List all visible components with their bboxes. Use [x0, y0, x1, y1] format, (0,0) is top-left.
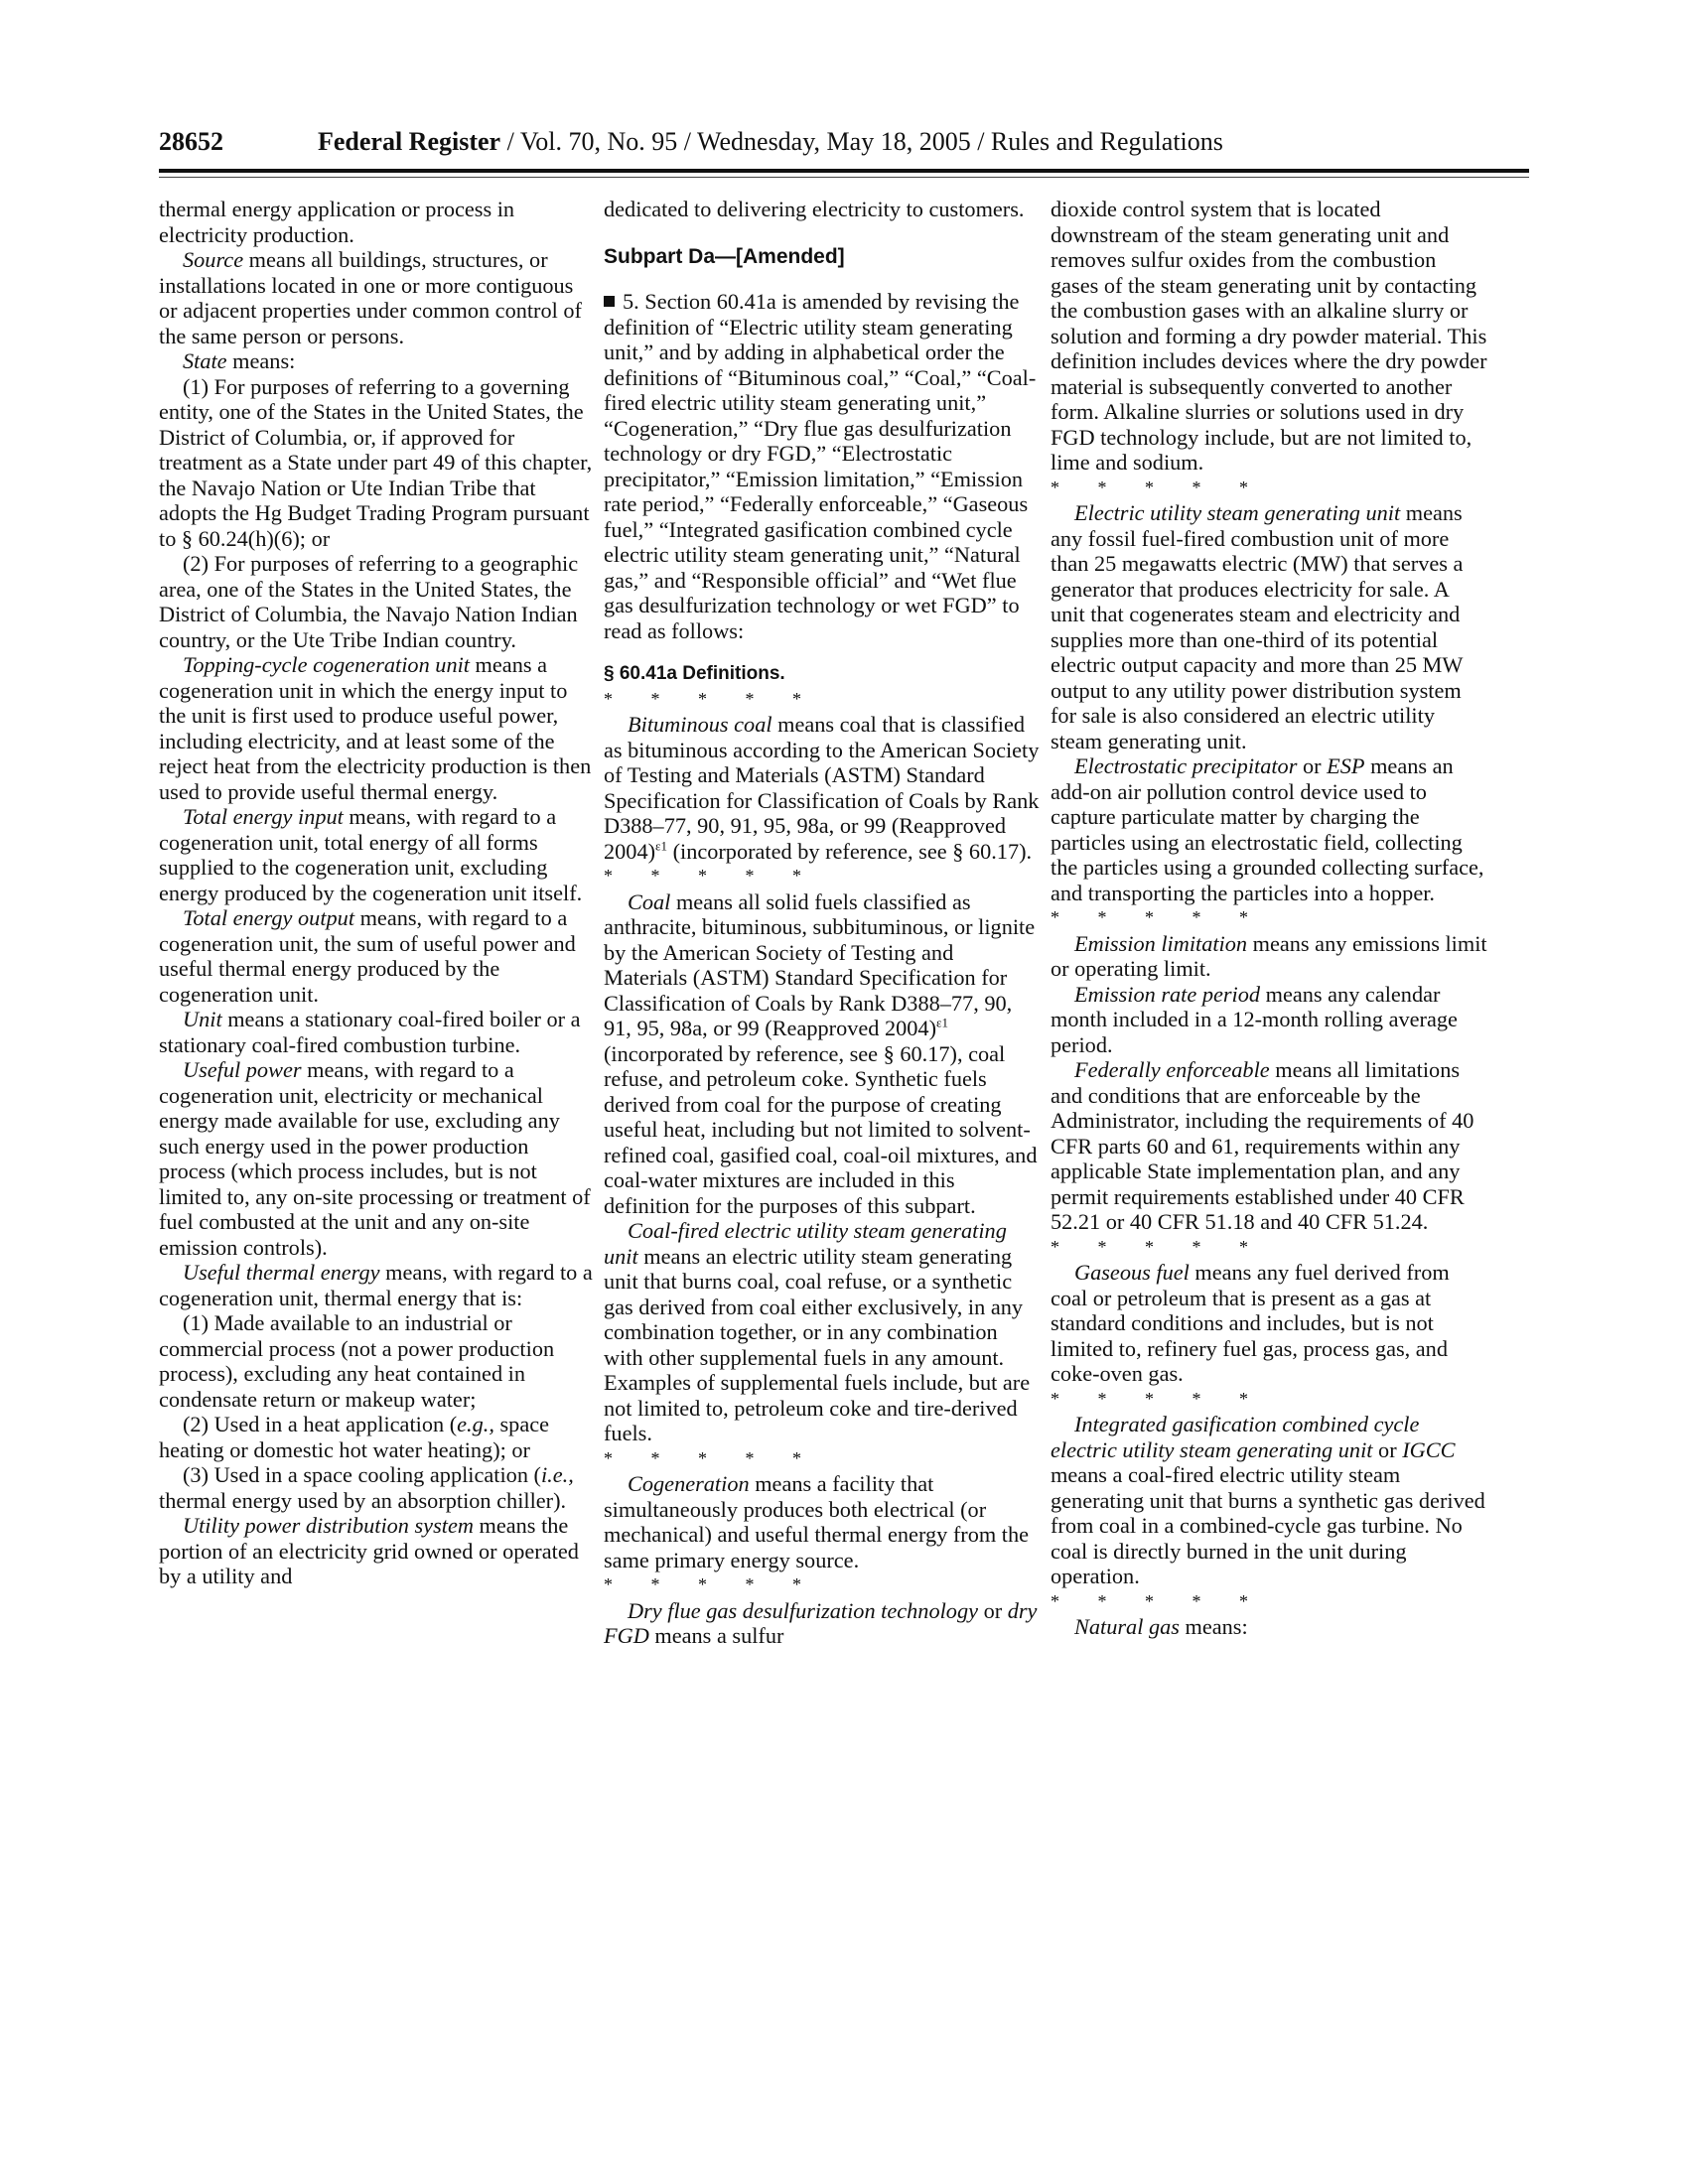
square-bullet-icon — [604, 296, 615, 307]
definition-cogeneration: Cogeneration means a facility that simultaneously produces both electrical (or mechanical) and useful thermal energy from the same primary energy source. — [604, 1471, 1030, 1572]
ute-item-3: (3) Used in a space cooling application (i.e., thermal energy used by an absorption chiller). — [159, 1462, 574, 1513]
ellipsis-stars: * * * * * — [1051, 907, 1248, 927]
ute-item-1: (1) Made available to an industrial or commercial process (not a power production process), excluding any heat contained in condensate return or makeup water; — [159, 1310, 555, 1412]
ellipsis-stars: * * * * * — [604, 1574, 801, 1594]
paragraph: thermal energy application or process in electricity production. — [159, 197, 515, 247]
definition-state: State means: — [183, 348, 296, 373]
ute-item-2: (2) Used in a heat application (e.g., space heating or domestic hot water heating); or — [159, 1412, 550, 1462]
paragraph: dioxide control system that is located downstream of the steam generating unit and removes sulfur oxides from the combustion gases of the steam generating unit by contacting the combustion gases with an alkaline slurry or solution and forming a dry powder material. This definition includes devices where the dry powder material is subsequently converted to another form. Alkaline slurries or solutions used in dry FGD technology include, but are not limited to, lime and sodium. — [1051, 197, 1487, 475]
term: Cogeneration — [628, 1471, 750, 1496]
term: Total energy input — [183, 804, 344, 829]
state-item-1: (1) For purposes of referring to a governing entity, one of the States in the United States, the District of Columbia, or, if approved for treatment as a State under part 49 of this chapter, the Navajo Nation or Ute Indian Tribe that adopts the Hg Budget Trading Program pursuant to § 60.24(h)(6); or — [159, 373, 593, 551]
page-number: 28652 — [159, 127, 223, 156]
definition-bituminous-coal: Bituminous coal means coal that is classified as bituminous according to the American Society of Testing and Materials (ASTM) Standard Specification for Classification of Coals by Rank D388–77, 90, 91, 95, 98a, or 99 (Reapproved 2004)$^{\varepsilon 1}$ (incorporated by reference, see § 60.17). — [604, 712, 1040, 864]
term: Emission rate period — [1074, 981, 1261, 1007]
term: Useful thermal energy — [183, 1260, 380, 1285]
definition-coal-fired: Coal-fired electric utility steam generating unit means an electric utility steam generating unit that burns coal, coal refuse, or a synthetic gas derived from coal either exclusively, in any combination together, or in any combination with other supplemental fuels in any amount. Examples of supplemental fuels include, but are not limited to, petroleum coke and tire-derived fuels. — [604, 1218, 1031, 1445]
definition-useful-power: Useful power means, with regard to a cogeneration unit, electricity or mechanical energy made available for use, excluding any such energy used in the power production process (which process includes, but is not limited to, any on-site processing or treatment of fuel combusted at the unit and any on-site emission controls). — [159, 1057, 591, 1260]
definition-unit: Unit means a stationary coal-fired boiler or a stationary coal-fired combustion turbine. — [159, 1007, 581, 1057]
subpart-heading: Subpart Da—[Amended] — [604, 244, 845, 268]
ellipsis-stars: * * * * * — [1051, 1388, 1248, 1409]
ellipsis-stars: * * * * * — [604, 866, 801, 886]
term: Coal-fired electric utility steam generating unit — [604, 1218, 1007, 1269]
ellipsis-stars: * * * * * — [1051, 477, 1248, 497]
term: Useful power — [183, 1057, 302, 1082]
issue-info: / Vol. 70, No. 95 / Wednesday, May 18, 2005 / Rules and Regulations — [500, 127, 1223, 156]
ellipsis-stars: * * * * * — [604, 1447, 801, 1468]
state-item-2: (2) For purposes of referring to a geographic area, one of the States in the United States, the District of Columbia, the Navajo Nation Indian country, or the Ute Tribe Indian country. — [159, 551, 579, 652]
paragraph: dedicated to delivering electricity to customers. — [604, 197, 1025, 221]
term: Source — [183, 247, 244, 272]
ellipsis-stars: * * * * * — [1051, 1236, 1248, 1257]
term: Natural gas — [1074, 1614, 1180, 1639]
definition-dry-fgd: Dry flue gas desulfurization technology or dry FGD means a sulfur — [604, 1597, 1038, 1648]
header-rule-thick — [159, 169, 1529, 173]
term: Federally enforceable — [1074, 1057, 1270, 1082]
definition-coal: Coal means all solid fuels classified as anthracite, bituminous, subbituminous, or lignite by the American Society of Testing and Materials (ASTM) Standard Specification for Classification of Coals by Rank D388–77, 90, 91, 95, 98a, or 99 (Reapproved 2004)$^{\varepsilon 1}$ (incorporated by reference, see § 60.17), coal refuse, and petroleum coke. Synthetic fuels derived from coal for the purpose of creating useful heat, including but not limited to solvent-refined coal, gasified coal, coal-oil mixtures, and coal-water mixtures are included in this definition for the purposes of this subpart. — [604, 888, 1038, 1218]
term: Gaseous fuel — [1074, 1260, 1190, 1285]
term: State — [183, 348, 227, 373]
term: Coal — [628, 888, 671, 914]
amendatory-instruction: 5. Section 60.41a is amended by revising the definition of “Electric utility steam generating unit,” and by adding in alphabetical order the definitions of “Bituminous coal,” “Coal,” “Coal-fired electric utility steam generating unit,” “Cogeneration,” “Dry flue gas desulfurization technology or dry FGD,” “Electrostatic precipitator,” “Emission limitation,” “Emission rate period,” “Federally enforceable,” “Gaseous fuel,” “Integrated gasification combined cycle electric utility steam generating unit,” “Natural gas,” and “Responsible official” and “Wet flue gas desulfurization technology or wet FGD” to read as follows: — [604, 289, 1037, 643]
definition-utility-power-distribution: Utility power distribution system means the portion of an electricity grid owned or operated by a utility and — [159, 1513, 579, 1588]
definition-emission-rate-period: Emission rate period means any calendar month included in a 12-month rolling average period. — [1051, 981, 1458, 1057]
publication-name: Federal Register — [318, 127, 501, 156]
term: Emission limitation — [1074, 930, 1248, 956]
term: Electrostatic precipitator — [1074, 753, 1298, 778]
definition-emission-limitation: Emission limitation means any emissions limit or operating limit. — [1051, 930, 1487, 981]
definition-total-energy-output: Total energy output means, with regard to a cogeneration unit, the sum of useful power and useful thermal energy produced by the cogeneration unit. — [159, 905, 576, 1007]
term: Utility power distribution system — [183, 1513, 474, 1538]
ellipsis-stars: * * * * * — [604, 688, 801, 709]
term: Topping-cycle cogeneration unit — [183, 652, 470, 677]
definition-igcc: Integrated gasification combined cycle electric utility steam generating unit or IGCC means a coal-fired electric utility steam generating unit that burns a synthetic gas derived from coal in a combined-cycle gas turbine. No coal is directly burned in the unit during operation. — [1051, 1412, 1485, 1588]
definition-natural-gas: Natural gas means: — [1074, 1614, 1248, 1639]
term: Electric utility steam generating unit — [1074, 500, 1401, 525]
ellipsis-stars: * * * * * — [1051, 1590, 1248, 1611]
term: Dry flue gas desulfurization technology — [628, 1597, 978, 1623]
term: Total energy output — [183, 905, 355, 930]
header-title — [318, 127, 1223, 157]
section-heading: § 60.41a Definitions. — [604, 663, 785, 684]
definition-gaseous-fuel: Gaseous fuel means any fuel derived from coal or petroleum that is present as a gas at standard conditions and includes, but is not limited to, refinery fuel gas, process gas, and coke-oven gas. — [1051, 1260, 1450, 1386]
term: Bituminous coal — [628, 712, 772, 737]
column-1 — [159, 197, 596, 1589]
definition-federally-enforceable: Federally enforceable means all limitations and conditions that are enforceable by the Administrator, including the requirements of 40 CFR parts 60 and 61, requirements within any applicable State implementation plan, and any permit requirements established under 40 CFR 52.21 or 40 CFR 51.18 and 40 CFR 51.24. — [1051, 1057, 1474, 1234]
page-header — [159, 127, 1529, 167]
definition-electric-utility: Electric utility steam generating unit means any fossil fuel-fired combustion unit of more than 25 megawatts electric (MW) that serves a generator that produces electricity for sale. A unit that cogenerates steam and electricity and supplies more than one-third of its potential electric output capacity and more than 25 MW output to any utility power distribution system for sale is also considered an electric utility steam generating unit. — [1051, 500, 1464, 753]
definition-total-energy-input: Total energy input means, with regard to a cogeneration unit, total energy of all forms supplied to the cogeneration unit, excluding energy produced by the cogeneration unit itself. — [159, 804, 583, 905]
definition-esp: Electrostatic precipitator or ESP means an add-on air pollution control device used to capture particulate matter by charging the particles using an electrostatic field, collecting the particles using a grounded collecting surface, and transporting the particles into a hopper. — [1051, 753, 1484, 905]
column-3 — [1051, 197, 1487, 1640]
term: Unit — [183, 1007, 222, 1031]
column-2 — [604, 197, 1041, 1649]
definition-topping-cycle: Topping-cycle cogeneration unit means a cogeneration unit in which the energy input to the unit is first used to produce useful power, including electricity, and at least some of the reject heat from the electricity production is then used to provide useful thermal energy. — [159, 652, 592, 804]
definition-source: Source means all buildings, structures, or installations located in one or more contiguous or adjacent properties under common control of the same person or persons. — [159, 247, 582, 348]
term: Integrated gasification combined cycle electric utility steam generating unit — [1051, 1412, 1420, 1462]
definition-useful-thermal-energy: Useful thermal energy means, with regard to a cogeneration unit, thermal energy that is: — [159, 1260, 593, 1310]
header-rule-thin — [159, 177, 1529, 178]
